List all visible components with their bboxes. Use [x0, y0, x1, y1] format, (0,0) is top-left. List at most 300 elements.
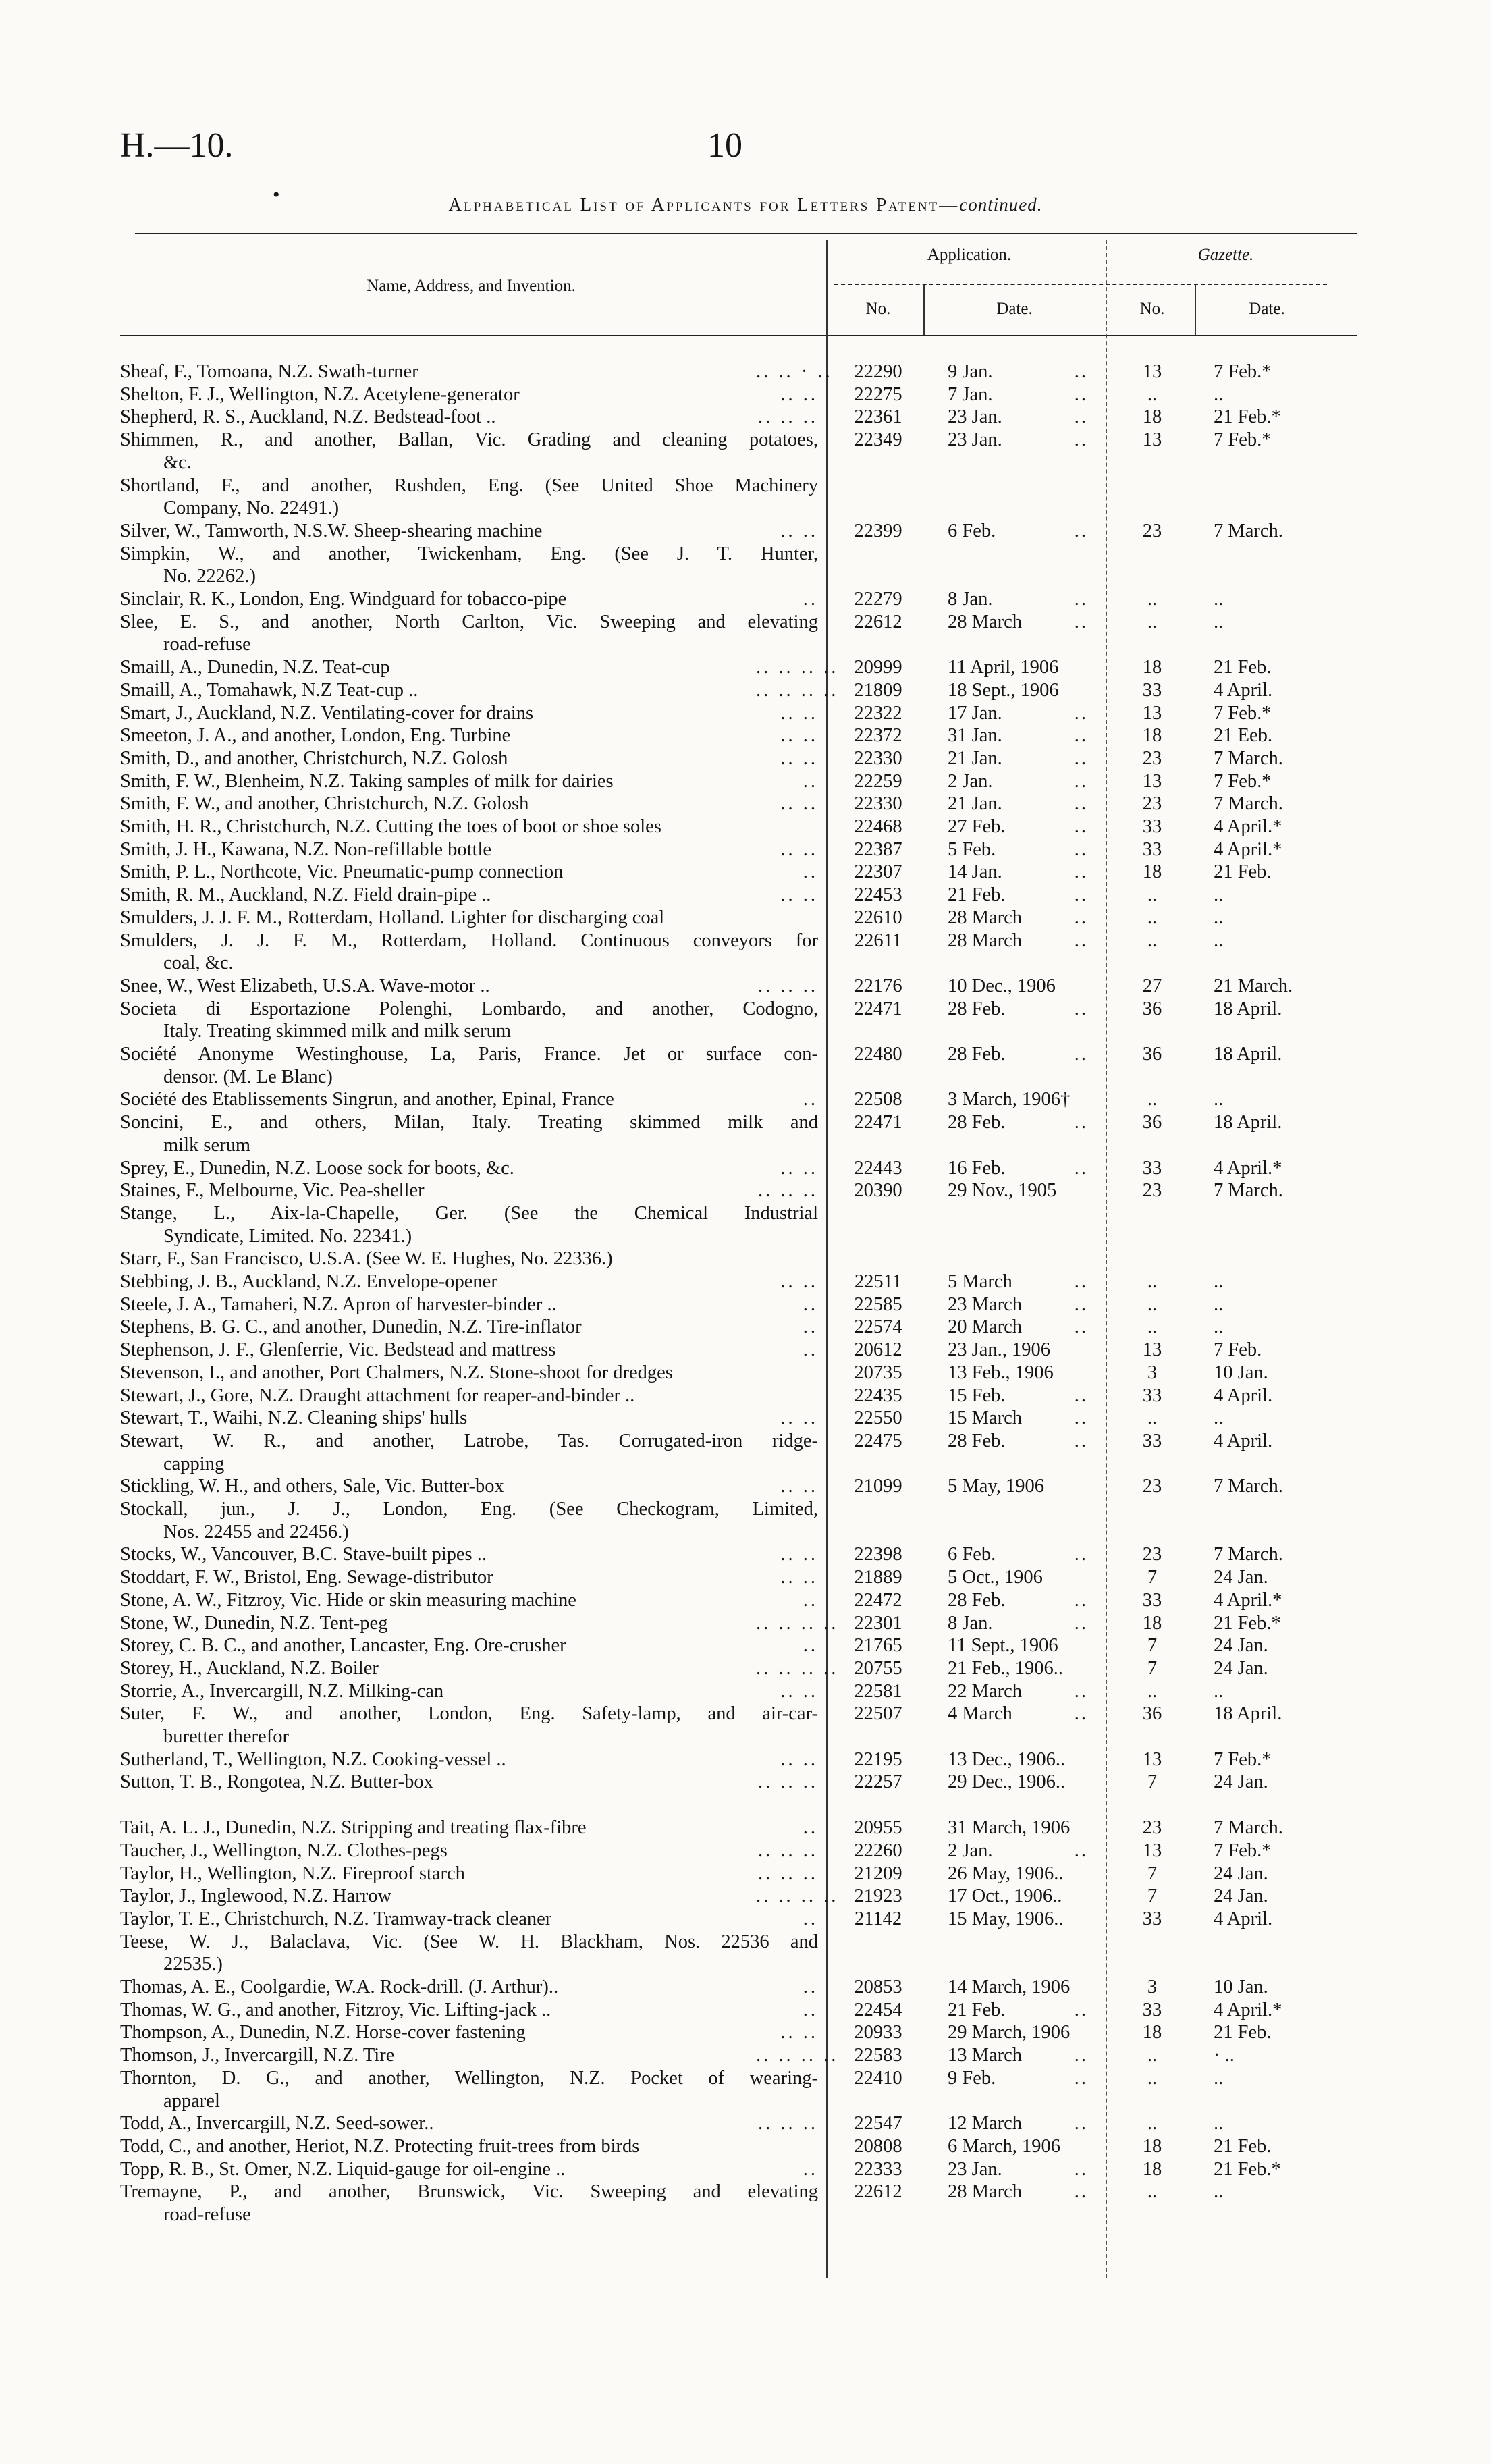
leader-dots: .. ..	[780, 1567, 818, 1588]
date-leader-dots: ..	[1074, 1044, 1088, 1065]
applicant-entry: Teese, W. J., Balaclava, Vic. (See W. H. Blackham, Nos. 22536 and	[120, 1931, 818, 1952]
application-number: 22330	[854, 793, 902, 815]
leader-dots: .. .. ..	[758, 1840, 818, 1861]
applicant-entry: Stone, A. W., Fitzroy, Vic. Hide or skin measuring machine	[120, 1589, 576, 1611]
page-title	[0, 194, 1491, 215]
gazette-number: ..	[1147, 2181, 1158, 2203]
gazette-number: 18	[1142, 1612, 1162, 1634]
application-date: 8 Jan.	[948, 589, 993, 610]
leader-dots: .. ..	[780, 520, 818, 541]
leader-dots: .. ..	[780, 1544, 818, 1565]
application-number: 22610	[854, 907, 902, 928]
leader-dots: .. ..	[780, 747, 818, 769]
leader-dots: ..	[803, 1817, 818, 1839]
applicant-entry: Smaill, A., Dunedin, N.Z. Teat-cup	[120, 657, 390, 678]
application-date: 28 Feb.	[948, 1112, 1006, 1133]
applicant-entry: Syndicate, Limited. No. 22341.)	[163, 1225, 412, 1247]
gazette-number: 23	[1142, 1544, 1162, 1565]
applicant-entry: Suter, F. W., and another, London, Eng. Safety-lamp, and air-car-	[120, 1703, 818, 1725]
application-number: 22612	[854, 611, 902, 633]
gazette-date: ..	[1214, 611, 1224, 633]
leader-dots: .. .. · ..	[756, 361, 833, 382]
date-leader-dots: ..	[1074, 2181, 1088, 2203]
applicant-entry: Soncini, E., and others, Milan, Italy. Treating skimmed milk and	[120, 1112, 818, 1133]
gazette-date: 7 March.	[1214, 793, 1283, 815]
application-date: 2 Jan.	[948, 1840, 993, 1861]
gazette-number: 13	[1142, 1840, 1162, 1861]
gazette-date: ..	[1214, 930, 1224, 951]
leader-dots: ..	[803, 770, 818, 792]
applicant-entry: Storey, C. B. C., and another, Lancaster, Eng. Ore-crusher	[120, 1635, 566, 1657]
application-number: 20955	[854, 1817, 902, 1839]
application-date: 23 Jan.	[948, 406, 1002, 428]
applicant-entry: capping	[163, 1453, 225, 1474]
leader-dots: .. ..	[780, 725, 818, 747]
gazette-number: ..	[1147, 930, 1158, 951]
gazette-date: 7 Feb.*	[1214, 702, 1272, 724]
application-number: 21142	[854, 1908, 902, 1929]
leader-dots: .. .. ..	[758, 1180, 818, 1202]
leader-dots: .. .. .. ..	[756, 1885, 839, 1907]
applicant-entry: 22535.)	[163, 1954, 223, 1975]
gazette-date: 7 March.	[1214, 1180, 1283, 1202]
column-header-app-date: Date.	[996, 300, 1033, 318]
leader-dots: .. ..	[780, 1476, 818, 1497]
date-leader-dots: ..	[1074, 1112, 1088, 1133]
date-leader-dots: ..	[1074, 2067, 1088, 2089]
gazette-number: 13	[1142, 770, 1162, 792]
leader-dots: .. .. .. ..	[756, 657, 839, 678]
application-number: 21099	[854, 1476, 902, 1497]
leader-dots: .. .. ..	[758, 1771, 818, 1793]
leader-dots: .. ..	[780, 1157, 818, 1179]
application-number: 22583	[854, 2045, 902, 2066]
gazette-date: · ..	[1214, 2045, 1235, 2066]
leader-dots: .. ..	[780, 383, 818, 405]
application-number: 22290	[854, 361, 902, 382]
applicant-entry: coal, &c.	[163, 953, 234, 974]
applicant-entry: No. 22262.)	[163, 566, 256, 587]
page-number: 10	[707, 126, 742, 165]
applicant-entry: Société Anonyme Westinghouse, La, Paris, France. Jet or surface con-	[120, 1044, 818, 1065]
gazette-number: 23	[1142, 1817, 1162, 1839]
applicant-entry: Smeeton, J. A., and another, London, Eng. Turbine	[120, 725, 511, 747]
gazette-date: 4 April.	[1214, 1430, 1273, 1451]
application-date: 17 Jan.	[948, 702, 1002, 724]
gazette-date: 24 Jan.	[1214, 1885, 1268, 1907]
date-leader-dots: ..	[1074, 383, 1088, 405]
gazette-date: ..	[1214, 1271, 1224, 1292]
application-date: 28 Feb.	[948, 1430, 1006, 1451]
application-number: 22275	[854, 383, 902, 405]
applicant-entry: Storey, H., Auckland, N.Z. Boiler	[120, 1657, 379, 1679]
application-date: 21 Feb., 1906..	[948, 1657, 1063, 1679]
application-number: 20390	[854, 1180, 902, 1202]
date-leader-dots: ..	[1074, 725, 1088, 747]
applicant-entry: Taylor, J., Inglewood, N.Z. Harrow	[120, 1885, 392, 1907]
gazette-date: 21 Feb.*	[1214, 1612, 1281, 1634]
leader-dots: .. ..	[780, 702, 818, 724]
gazette-date: ..	[1214, 1408, 1224, 1429]
applicant-entry: Stewart, W. R., and another, Latrobe, Tas. Corrugated-iron ridge-	[120, 1430, 818, 1451]
application-date: 28 March	[948, 930, 1023, 951]
gazette-number: ..	[1147, 1293, 1158, 1315]
application-date: 5 May, 1906	[948, 1476, 1045, 1497]
applicant-entry: Smaill, A., Tomahawk, N.Z Teat-cup ..	[120, 679, 418, 701]
subhead-rule	[834, 284, 1327, 285]
applicant-entry: Thomas, W. G., and another, Fitzroy, Vic. Lifting-jack ..	[120, 1999, 551, 2020]
gazette-date: 24 Jan.	[1214, 1635, 1268, 1657]
application-date: 7 Jan.	[948, 383, 993, 405]
applicant-entry: Taylor, H., Wellington, N.Z. Fireproof starch	[120, 1863, 465, 1884]
leader-dots: ..	[803, 1589, 818, 1611]
date-leader-dots: ..	[1074, 1840, 1088, 1861]
applicant-entry: Smith, H. R., Christchurch, N.Z. Cutting the toes of boot or shoe soles	[120, 816, 661, 837]
application-number: 22330	[854, 747, 902, 769]
gazette-number: 7	[1147, 1635, 1158, 1657]
table-top-rule	[135, 233, 1357, 234]
date-leader-dots: ..	[1074, 2045, 1088, 2066]
application-number: 22611	[854, 930, 902, 951]
application-number: 22453	[854, 884, 902, 906]
leader-dots: ..	[803, 1293, 818, 1315]
applicant-entry: road-refuse	[163, 634, 251, 655]
gazette-number: 13	[1142, 1339, 1162, 1361]
gazette-number: 36	[1142, 1112, 1162, 1133]
application-date: 23 Jan., 1906	[948, 1339, 1050, 1361]
gazette-number: 36	[1142, 1044, 1162, 1065]
applicant-entry: Tait, A. L. J., Dunedin, N.Z. Stripping and treating flax-fibre	[120, 1817, 587, 1839]
applicant-entry: Company, No. 22491.)	[163, 498, 340, 519]
gazette-number: 13	[1142, 361, 1162, 382]
application-number: 22333	[854, 2158, 902, 2180]
gazette-date: 7 March.	[1214, 520, 1283, 541]
gazette-date: 10 Jan.	[1214, 1362, 1268, 1383]
gazette-date: 7 March.	[1214, 1817, 1283, 1839]
application-date: 4 March	[948, 1703, 1012, 1725]
leader-dots: .. ..	[780, 1748, 818, 1770]
applicant-entry: Stickling, W. H., and others, Sale, Vic. Butter-box	[120, 1476, 504, 1497]
applicant-entry: Sutherland, T., Wellington, N.Z. Cooking-vessel ..	[120, 1748, 506, 1770]
gazette-number: ..	[1147, 1408, 1158, 1429]
gazette-number: ..	[1147, 1680, 1158, 1702]
applicant-entry: Stephenson, J. F., Glenferrie, Vic. Bedstead and mattress	[120, 1339, 556, 1361]
application-number: 22581	[854, 1680, 902, 1702]
date-leader-dots: ..	[1074, 884, 1088, 906]
applicant-entry: Stone, W., Dunedin, N.Z. Tent-peg	[120, 1612, 388, 1634]
application-date: 6 Feb.	[948, 520, 996, 541]
leader-dots: .. ..	[780, 884, 818, 906]
leader-dots: ..	[803, 1999, 818, 2020]
application-date: 6 Feb.	[948, 1544, 996, 1565]
applicant-entry: Smart, J., Auckland, N.Z. Ventilating-cover for drains	[120, 702, 534, 724]
leader-dots: .. ..	[780, 1680, 818, 1702]
title-main: Alphabetical List of Applicants for Letters Patent—	[448, 194, 960, 215]
date-leader-dots: ..	[1074, 1680, 1088, 1702]
application-number: 22257	[854, 1771, 902, 1793]
gazette-number: 33	[1142, 1157, 1162, 1179]
application-number: 21209	[854, 1863, 902, 1884]
leader-dots: .. ..	[780, 793, 818, 815]
application-number: 22410	[854, 2067, 902, 2089]
gazette-date: 4 April.*	[1214, 1157, 1282, 1179]
gazette-date: ..	[1214, 1293, 1224, 1315]
date-leader-dots: ..	[1074, 1544, 1088, 1565]
gazette-date: 21 March.	[1214, 975, 1293, 996]
gazette-number: 33	[1142, 838, 1162, 860]
date-leader-dots: ..	[1074, 611, 1088, 633]
gazette-date: 7 Feb.*	[1214, 1840, 1272, 1861]
application-date: 13 March	[948, 2045, 1023, 2066]
application-number: 22260	[854, 1840, 902, 1861]
application-date: 2 Jan.	[948, 770, 993, 792]
leader-dots: ..	[803, 1089, 818, 1110]
gazette-date: 4 April.*	[1214, 816, 1282, 837]
applicant-entry: Starr, F., San Francisco, U.S.A. (See W. E. Hughes, No. 22336.)	[120, 1248, 613, 1270]
applicant-entry: Shelton, F. J., Wellington, N.Z. Acetylene-generator	[120, 383, 520, 405]
leader-dots: ..	[803, 1908, 818, 1929]
application-date: 9 Jan.	[948, 361, 993, 382]
applicant-entry: Shortland, F., and another, Rushden, Eng. (See United Shoe Machinery	[120, 475, 818, 496]
gazette-number: 13	[1142, 702, 1162, 724]
date-leader-dots: ..	[1074, 861, 1088, 883]
application-date: 23 Jan.	[948, 2158, 1002, 2180]
applicant-entry: Stewart, J., Gore, N.Z. Draught attachment for reaper-and-binder ..	[120, 1385, 635, 1406]
applicant-entry: Stocks, W., Vancouver, B.C. Stave-built pipes ..	[120, 1544, 487, 1565]
gazette-number: 23	[1142, 747, 1162, 769]
application-number: 22471	[854, 998, 902, 1019]
leader-dots: ..	[803, 861, 818, 883]
application-number: 22372	[854, 725, 902, 747]
date-leader-dots: ..	[1074, 361, 1088, 382]
application-number: 22399	[854, 520, 902, 541]
gazette-date: 4 April.	[1214, 679, 1273, 701]
application-number: 22475	[854, 1430, 902, 1451]
application-date: 14 March, 1906	[948, 1977, 1070, 1998]
application-date: 23 Jan.	[948, 429, 1002, 451]
application-number: 22322	[854, 702, 902, 724]
date-leader-dots: ..	[1074, 816, 1088, 837]
applicant-entry: Todd, C., and another, Heriot, N.Z. Protecting fruit-trees from birds	[120, 2135, 640, 2157]
gazette-number: 23	[1142, 1180, 1162, 1202]
applicant-entry: Silver, W., Tamworth, N.S.W. Sheep-shearing machine	[120, 520, 543, 541]
application-date: 20 March	[948, 1316, 1023, 1338]
applicant-entry: Smith, F. W., Blenheim, N.Z. Taking samples of milk for dairies	[120, 770, 614, 792]
gazette-date: 7 Feb.*	[1214, 361, 1272, 382]
gazette-date: 21 Feb.	[1214, 2022, 1272, 2043]
applicant-entry: Thomas, A. E., Coolgardie, W.A. Rock-drill. (J. Arthur)..	[120, 1977, 559, 1998]
gazette-date: ..	[1214, 383, 1224, 405]
applicant-entry: apparel	[163, 2090, 220, 2112]
applicant-entry: Simpkin, W., and another, Twickenham, Eng. (See J. T. Hunter,	[120, 543, 818, 564]
gazette-date: 21 Feb.*	[1214, 406, 1281, 428]
date-leader-dots: ..	[1074, 1430, 1088, 1451]
gazette-number: 18	[1142, 657, 1162, 678]
application-number: 22471	[854, 1112, 902, 1133]
gazette-date: 21 Feb.	[1214, 657, 1272, 678]
applicant-entry: Stebbing, J. B., Auckland, N.Z. Envelope-opener	[120, 1271, 497, 1292]
applicant-entry: Slee, E. S., and another, North Carlton, Vic. Sweeping and elevating	[120, 611, 818, 633]
application-date: 16 Feb.	[948, 1157, 1006, 1179]
gazette-date: 4 April.	[1214, 1908, 1273, 1929]
application-date: 21 Jan.	[948, 793, 1002, 815]
applicant-entry: Smith, F. W., and another, Christchurch, N.Z. Golosh	[120, 793, 529, 815]
applicant-entry: &c.	[163, 452, 192, 473]
gazette-date: 18 April.	[1214, 1044, 1282, 1065]
gazette-date: 24 Jan.	[1214, 1863, 1268, 1884]
application-number: 20612	[854, 1339, 902, 1361]
gazette-number: 36	[1142, 1703, 1162, 1725]
gazette-number: ..	[1147, 2067, 1158, 2089]
gazette-date: 7 Feb.*	[1214, 770, 1272, 792]
gazette-number: 27	[1142, 975, 1162, 996]
applicant-entry: Staines, F., Melbourne, Vic. Pea-sheller	[120, 1180, 425, 1202]
gazette-number: ..	[1147, 2113, 1158, 2135]
application-number: 20735	[854, 1362, 902, 1383]
stray-mark: •	[273, 184, 280, 206]
leader-dots: ..	[803, 1635, 818, 1657]
leader-dots: .. .. .. ..	[756, 1612, 839, 1634]
date-leader-dots: ..	[1074, 589, 1088, 610]
gazette-number: ..	[1147, 884, 1158, 906]
gazette-date: ..	[1214, 2181, 1224, 2203]
column-header-app-no: No.	[865, 300, 891, 318]
application-date: 28 Feb.	[948, 1044, 1006, 1065]
gazette-date: ..	[1214, 1680, 1224, 1702]
applicant-entry: Snee, W., West Elizabeth, U.S.A. Wave-motor ..	[120, 975, 490, 996]
date-leader-dots: ..	[1074, 1999, 1088, 2020]
applicant-entry: buretter therefor	[163, 1726, 289, 1747]
applicant-entry: Smulders, J. J. F. M., Rotterdam, Holland. Lighter for discharging coal	[120, 907, 665, 928]
gazette-number: 33	[1142, 1908, 1162, 1929]
application-number: 22279	[854, 589, 902, 610]
gazette-number: 13	[1142, 1748, 1162, 1770]
gazette-date: 4 April.*	[1214, 1999, 1282, 2020]
application-date: 5 March	[948, 1271, 1012, 1292]
gazette-number: 7	[1147, 1863, 1158, 1884]
gazette-date: 7 Feb.*	[1214, 1748, 1272, 1770]
gazette-number: 33	[1142, 679, 1162, 701]
application-date: 23 March	[948, 1293, 1023, 1315]
application-number: 22508	[854, 1089, 902, 1110]
application-number: 22468	[854, 816, 902, 837]
applicant-entry: Tremayne, P., and another, Brunswick, Vic. Sweeping and elevating	[120, 2181, 818, 2203]
date-leader-dots: ..	[1074, 702, 1088, 724]
application-date: 12 March	[948, 2113, 1023, 2135]
gazette-date: ..	[1214, 2067, 1224, 2089]
gazette-number: 18	[1142, 2022, 1162, 2043]
application-date: 8 Jan.	[948, 1612, 993, 1634]
applicant-entry: Todd, A., Invercargill, N.Z. Seed-sower..	[120, 2113, 434, 2135]
applicant-entry: Topp, R. B., St. Omer, N.Z. Liquid-gauge for oil-engine ..	[120, 2158, 566, 2180]
column-header-name: Name, Address, and Invention.	[367, 277, 576, 295]
application-number: 22361	[854, 406, 902, 428]
date-leader-dots: ..	[1074, 1408, 1088, 1429]
gazette-number: 13	[1142, 429, 1162, 451]
application-date: 13 Feb., 1906	[948, 1362, 1054, 1383]
applicant-entry: Sutton, T. B., Rongotea, N.Z. Butter-box	[120, 1771, 433, 1793]
gazette-date: 7 March.	[1214, 747, 1283, 769]
leader-dots: ..	[803, 589, 818, 610]
leader-dots: .. .. ..	[758, 2113, 818, 2135]
application-date: 13 Dec., 1906..	[948, 1748, 1066, 1770]
applicant-entry: Smith, D., and another, Christchurch, N.Z. Golosh	[120, 747, 508, 769]
date-leader-dots: ..	[1074, 406, 1088, 428]
applicant-entry: milk serum	[163, 1134, 251, 1156]
column-header-gazette-no: No.	[1139, 300, 1165, 318]
gazette-date: 21 Feb.	[1214, 861, 1272, 883]
application-date: 5 Oct., 1906	[948, 1567, 1043, 1588]
application-date: 28 Feb.	[948, 998, 1006, 1019]
applicant-entry: Stoddart, F. W., Bristol, Eng. Sewage-distributor	[120, 1567, 493, 1588]
application-number: 22398	[854, 1544, 902, 1565]
application-date: 28 March	[948, 2181, 1023, 2203]
application-date: 11 Sept., 1906	[948, 1635, 1058, 1657]
application-date: 5 Feb.	[948, 838, 996, 860]
gazette-number: 18	[1142, 725, 1162, 747]
gazette-number: ..	[1147, 1089, 1158, 1110]
gazette-number: 33	[1142, 1385, 1162, 1406]
gazette-number: 18	[1142, 2135, 1162, 2157]
application-date: 29 Nov., 1905	[948, 1180, 1057, 1202]
gazette-date: 18 April.	[1214, 1112, 1282, 1133]
application-date: 21 Jan.	[948, 747, 1002, 769]
applicant-entry: Nos. 22455 and 22456.)	[163, 1521, 349, 1543]
gazette-number: 33	[1142, 816, 1162, 837]
application-date: 15 March	[948, 1408, 1023, 1429]
application-date: 31 March, 1906	[948, 1817, 1070, 1839]
applicant-entry: densor. (M. Le Blanc)	[163, 1066, 333, 1088]
gazette-date: 10 Jan.	[1214, 1977, 1268, 1998]
application-date: 9 Feb.	[948, 2067, 996, 2089]
column-header-gazette: Gazette.	[1197, 246, 1254, 264]
leader-dots: .. ..	[780, 1408, 818, 1429]
gazette-date: 4 April.*	[1214, 1589, 1282, 1611]
gazette-date: ..	[1214, 2113, 1224, 2135]
application-number: 22301	[854, 1612, 902, 1634]
date-leader-dots: ..	[1074, 1385, 1088, 1406]
gazette-date: 18 April.	[1214, 1703, 1282, 1725]
applicant-entry: Italy. Treating skimmed milk and milk serum	[163, 1021, 512, 1042]
application-date: 28 March	[948, 907, 1023, 928]
applicant-entry: Storrie, A., Invercargill, N.Z. Milking-can	[120, 1680, 444, 1702]
gazette-number: ..	[1147, 1316, 1158, 1338]
gazette-number: 18	[1142, 861, 1162, 883]
date-leader-dots: ..	[1074, 2113, 1088, 2135]
application-date: 3 March, 1906†	[948, 1089, 1070, 1110]
application-number: 22612	[854, 2181, 902, 2203]
gazette-number: ..	[1147, 611, 1158, 633]
gazette-number: 33	[1142, 1589, 1162, 1611]
applicant-entry: Steele, J. A., Tamaheri, N.Z. Apron of harvester-binder ..	[120, 1293, 557, 1315]
applicant-entry: Thornton, D. G., and another, Wellington, N.Z. Pocket of wearing-	[120, 2067, 818, 2089]
gazette-date: 21 Feb.*	[1214, 2158, 1281, 2180]
applicant-entry: Stange, L., Aix-la-Chapelle, Ger. (See the Chemical Industrial	[120, 1202, 818, 1224]
application-number: 20808	[854, 2135, 902, 2157]
date-leader-dots: ..	[1074, 1703, 1088, 1725]
date-leader-dots: ..	[1074, 907, 1088, 928]
application-number: 20999	[854, 657, 902, 678]
applicant-entry: Sinclair, R. K., London, Eng. Windguard for tobacco-pipe	[120, 589, 567, 610]
application-number: 22585	[854, 1293, 902, 1315]
application-number: 22472	[854, 1589, 902, 1611]
application-number: 22387	[854, 838, 902, 860]
leader-dots: .. .. .. ..	[756, 679, 839, 701]
leader-dots: .. .. .. ..	[756, 1657, 839, 1679]
gazette-date: 4 April.	[1214, 1385, 1273, 1406]
gazette-number: 36	[1142, 998, 1162, 1019]
application-date: 27 Feb.	[948, 816, 1006, 837]
